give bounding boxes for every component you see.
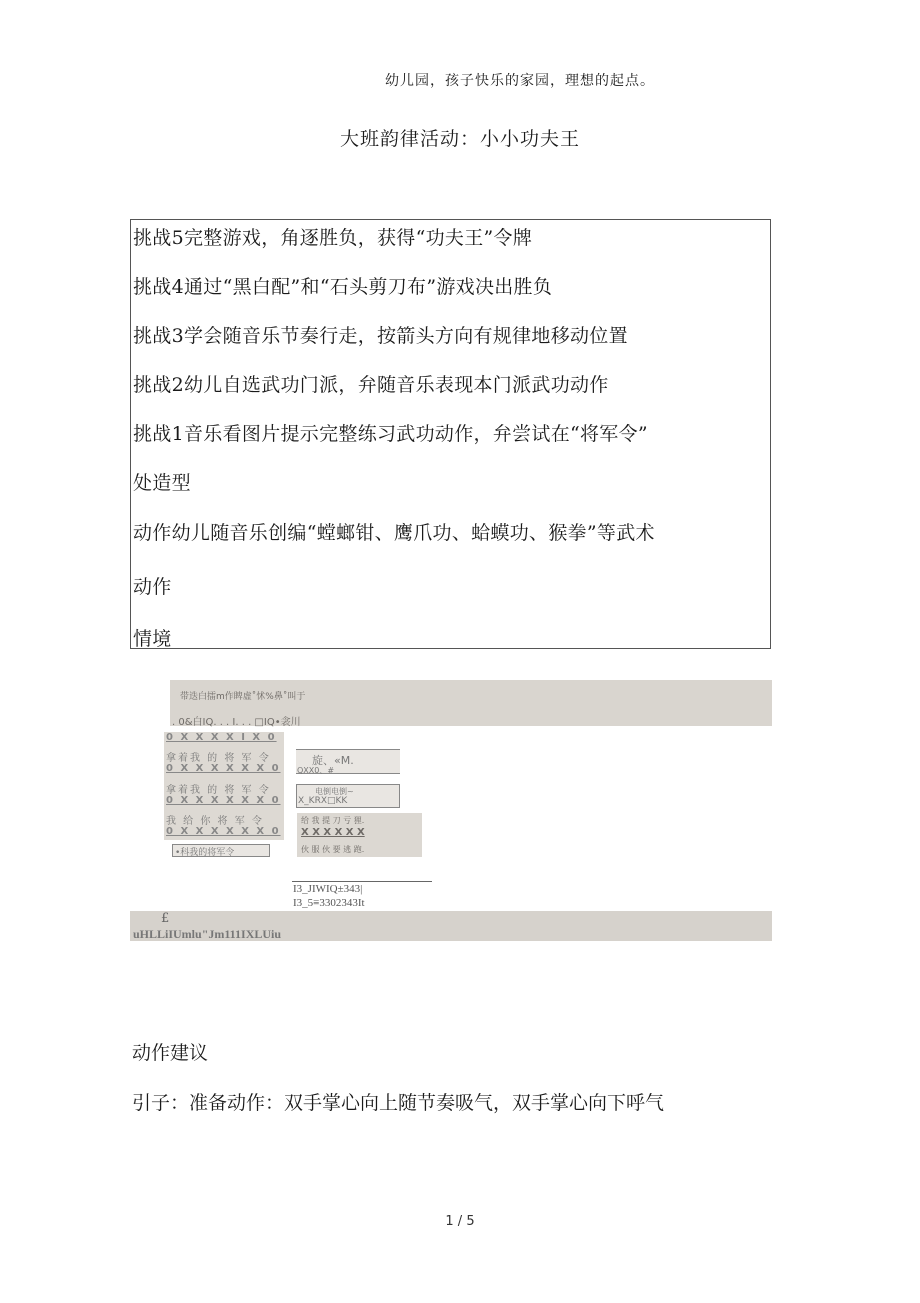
box-line: 情境 xyxy=(133,628,172,650)
score-top-caption: 带迭白擂m作睥虛˚怵%鼻˚叫于 xyxy=(180,692,306,702)
grid-row: 0 X X X X X X 0 xyxy=(166,763,281,774)
grid-row: 拿着我 的 将 军 令 xyxy=(166,753,271,764)
pound-symbol: £ xyxy=(161,911,170,926)
box-line: 挑战3学会随音乐节奏行走，按箭头方向有规律地移动位置 xyxy=(133,325,628,347)
section-title: 动作建议 xyxy=(132,1042,209,1064)
box-line: 动作 xyxy=(133,576,172,598)
grid-row: 拿着我 的 将 军 令 xyxy=(166,785,271,796)
grid-caption-box xyxy=(172,844,270,857)
page-header: 幼儿园，孩子快乐的家园，理想的起点。 xyxy=(385,73,655,89)
score-box-3-top: 给 我 提 刀 亏 狸. xyxy=(301,816,365,825)
activity-structure-box xyxy=(130,219,771,649)
box-line: 挑战4通过“黑白配”和“石头剪刀布”游戏决出胜负 xyxy=(133,276,553,298)
score-box-1 xyxy=(296,749,400,774)
score-image-bottom-band xyxy=(130,911,772,941)
score-box-2 xyxy=(296,784,400,808)
page-number: 1 / 5 xyxy=(445,1214,475,1229)
notation-formula xyxy=(292,881,432,913)
score-grid-card xyxy=(164,732,284,840)
formula-line-2: I3_5≡3302343It xyxy=(293,897,365,909)
box-line: 动作幼儿随音乐创编“螳螂钳、鹰爪功、蛤蟆功、猴拳”等武术 xyxy=(133,522,655,544)
score-top-row: . 0&白IQ. . . I. . . □IQ•衾川 xyxy=(172,717,301,728)
box-line: 挑战5完整游戏，角逐胜负，获得“功夫王”令牌 xyxy=(133,227,533,249)
box-line: 挑战1音乐看图片提示完整练习武功动作，弁尝试在“将军令” xyxy=(133,423,648,445)
grid-caption: •科我的将军令 xyxy=(175,848,235,858)
score-box-1-bottom: QXX0、# xyxy=(297,766,335,775)
section-text: 引子：准备动作：双手掌心向上随节奏吸气，双手掌心向下呼气 xyxy=(132,1092,665,1114)
box-line: 处造型 xyxy=(133,472,191,494)
bottom-notation-text: uHLLiIUmlu"Jm111IXLUiu xyxy=(133,927,282,941)
grid-row: 0 X X X X X X 0 xyxy=(166,795,281,806)
score-box-2-top: 电倒电倒~ xyxy=(315,787,354,796)
score-image-top-band xyxy=(170,680,772,726)
score-box-3 xyxy=(297,813,422,857)
box-line: 挑战2幼儿自选武功门派，弁随音乐表现本门派武功动作 xyxy=(133,374,609,396)
score-box-3-bottom: 伙 服 伙 要 逃 跑. xyxy=(301,845,365,854)
grid-row: 0 X X X X I X 0 xyxy=(166,732,277,743)
page-title: 大班韵律活动：小小功夫王 xyxy=(339,128,580,150)
formula-line-1: I3_JIWIQ±343| xyxy=(293,883,363,895)
score-box-2-bottom: X_KRX□KK xyxy=(298,796,348,806)
grid-row: 我 给 你 将 军 令 xyxy=(166,816,264,827)
score-box-1-top: 旋、«M. xyxy=(312,754,354,767)
grid-row: 0 X X X X X X 0 xyxy=(166,826,281,837)
score-box-3-middle: X X X X X X xyxy=(301,827,365,838)
